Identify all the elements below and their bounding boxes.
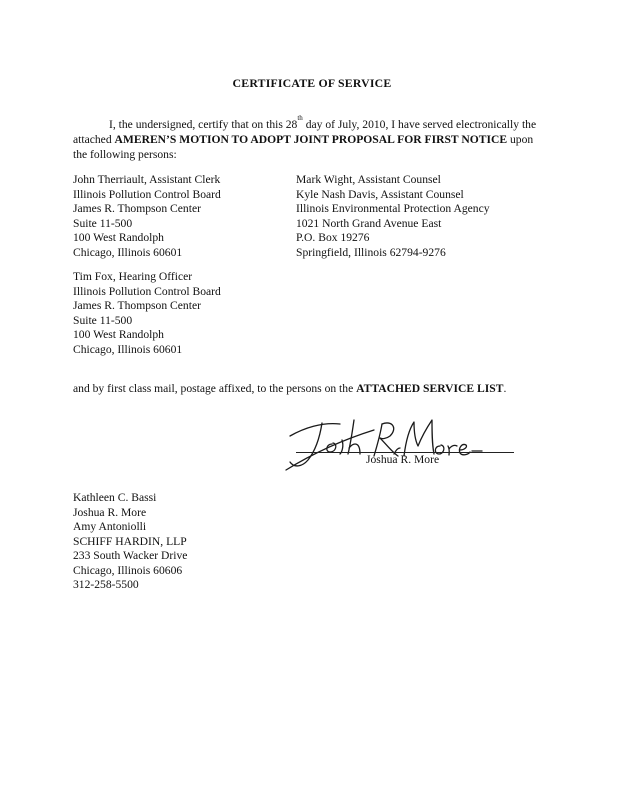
address-line: 100 West Randolph: [73, 328, 164, 341]
address-line: Mark Wight, Assistant Counsel: [296, 173, 441, 186]
address-line: John Therriault, Assistant Clerk: [73, 173, 221, 186]
contact-line: Chicago, Illinois 60606: [73, 563, 183, 577]
contact-line: Kathleen C. Bassi: [73, 491, 157, 504]
recipient-address-block: [73, 270, 221, 357]
address-line: James R. Thompson Center: [73, 202, 201, 215]
phone-number: 312-258-5500: [73, 578, 139, 591]
address-line: Kyle Nash Davis, Assistant Counsel: [296, 187, 464, 201]
firm-name: SCHIFF HARDIN, LLP: [73, 534, 187, 548]
contact-line: 233 South Wacker Drive: [73, 549, 188, 562]
address-line: P.O. Box 19276: [296, 231, 370, 244]
date-superscript: th: [297, 114, 303, 122]
address-line: James R. Thompson Center: [73, 299, 201, 312]
intro-text-part1: I, the undersigned, certify that on this 28: [109, 118, 298, 131]
certification-paragraph: [73, 114, 548, 162]
address-line: Tim Fox, Hearing Officer: [73, 270, 193, 283]
contact-line: Amy Antoniolli: [73, 520, 147, 533]
motion-title: AMEREN’S MOTION TO ADOPT JOINT PROPOSAL FOR FIRST NOTICE: [114, 133, 508, 146]
firm-contact-block: [73, 491, 187, 593]
service-list-label: ATTACHED SERVICE LIST: [356, 382, 504, 395]
service-list-statement: [73, 381, 506, 396]
intro-text-part2: day of July, 2010, I have served electronically the attached: [73, 118, 537, 146]
address-line: 100 West Randolph: [73, 231, 164, 244]
intro-text-part3: upon the following persons:: [73, 133, 534, 161]
address-line: Suite 11-500: [73, 313, 133, 327]
address-line: Springfield, Illinois 62794-9276: [296, 245, 446, 259]
recipient-address-block: [296, 173, 490, 260]
contact-line: Joshua R. More: [73, 505, 147, 519]
mail-text-end: .: [503, 382, 507, 395]
address-line: 1021 North Grand Avenue East: [296, 216, 442, 230]
address-line: Chicago, Illinois 60601: [73, 342, 183, 356]
signatory-name: Joshua R. More: [366, 453, 440, 466]
address-line: Suite 11-500: [73, 216, 133, 230]
mail-text: and by first class mail, postage affixed, to the persons on the: [73, 382, 357, 395]
address-line: Chicago, Illinois 60601: [73, 245, 183, 259]
recipient-address-block: [73, 173, 221, 260]
address-line: Illinois Pollution Control Board: [73, 187, 221, 201]
document-title: CERTIFICATE OF SERVICE: [232, 76, 392, 90]
address-line: Illinois Environmental Protection Agency: [296, 202, 490, 215]
address-line: Illinois Pollution Control Board: [73, 284, 221, 298]
